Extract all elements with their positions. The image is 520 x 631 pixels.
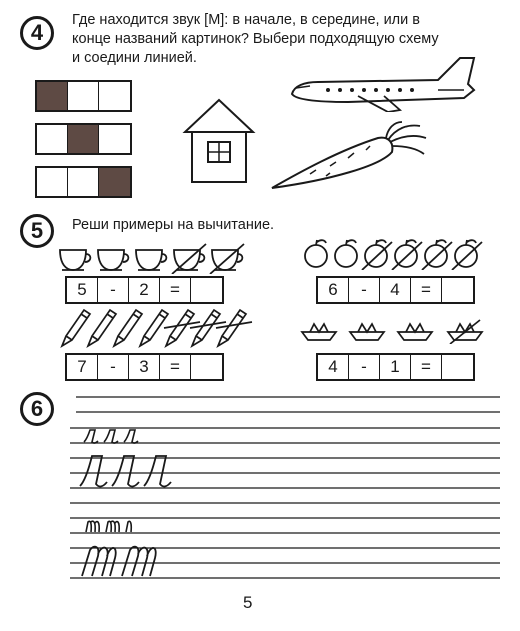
apple-group — [302, 238, 492, 270]
instruction-line: конце названий картинок? Выбери подходящую схему — [72, 31, 439, 47]
subtraction-equation — [316, 276, 475, 304]
subtrahend: 2 — [129, 278, 160, 302]
answer-box[interactable] — [191, 278, 222, 302]
subtrahend: 1 — [380, 355, 411, 379]
scheme-cell — [99, 82, 130, 110]
answer-box[interactable] — [191, 355, 222, 379]
sound-scheme-end[interactable] — [35, 166, 132, 198]
answer-box[interactable] — [442, 278, 473, 302]
scheme-cell — [68, 168, 99, 196]
scheme-cell — [37, 125, 68, 153]
minuend: 5 — [67, 278, 98, 302]
scheme-cell-filled — [99, 168, 130, 196]
minus-sign: - — [349, 355, 380, 379]
cup-group — [58, 242, 248, 274]
task-instruction: Реши примеры на вычитание. — [72, 217, 275, 233]
paper-boat-group — [298, 318, 490, 344]
minus-sign: - — [349, 278, 380, 302]
minuend: 7 — [67, 355, 98, 379]
cursive-letter-small — [86, 521, 131, 532]
equals-sign: = — [160, 355, 191, 379]
minuend: 6 — [318, 278, 349, 302]
equals-sign: = — [160, 278, 191, 302]
subtraction-equation — [65, 353, 224, 381]
pencil-group — [58, 306, 254, 350]
page-number: 5 — [243, 593, 253, 612]
scheme-cell-filled — [68, 125, 99, 153]
equals-sign: = — [411, 355, 442, 379]
instruction-line: и соедини линией. — [72, 50, 197, 66]
minuend: 4 — [318, 355, 349, 379]
cursive-letter-large — [80, 456, 171, 486]
scheme-cell — [37, 168, 68, 196]
scheme-cell-filled — [37, 82, 68, 110]
scheme-cell — [99, 125, 130, 153]
task-number-badge — [20, 16, 54, 50]
instruction-line: Где находится звук [М]: в начале, в середине, или в — [72, 12, 420, 28]
subtraction-equation — [316, 353, 475, 381]
minus-sign: - — [98, 278, 129, 302]
minus-sign: - — [98, 355, 129, 379]
task-number: 6 — [30, 396, 44, 421]
sound-scheme-start[interactable] — [35, 80, 132, 112]
subtrahend: 4 — [380, 278, 411, 302]
house-icon[interactable] — [180, 96, 258, 186]
answer-box[interactable] — [442, 355, 473, 379]
airplane-icon[interactable] — [288, 50, 480, 112]
subtrahend: 3 — [129, 355, 160, 379]
equals-sign: = — [411, 278, 442, 302]
cursive-letter-small — [84, 430, 138, 443]
subtraction-equation — [65, 276, 224, 304]
task-number: 5 — [30, 218, 44, 243]
task-number: 4 — [30, 20, 44, 45]
scheme-cell — [68, 82, 99, 110]
copybook-lines[interactable] — [0, 390, 520, 590]
carrot-icon[interactable] — [270, 120, 430, 192]
cursive-letter-large — [82, 547, 156, 576]
sound-scheme-middle[interactable] — [35, 123, 132, 155]
task-number-badge — [20, 214, 54, 248]
